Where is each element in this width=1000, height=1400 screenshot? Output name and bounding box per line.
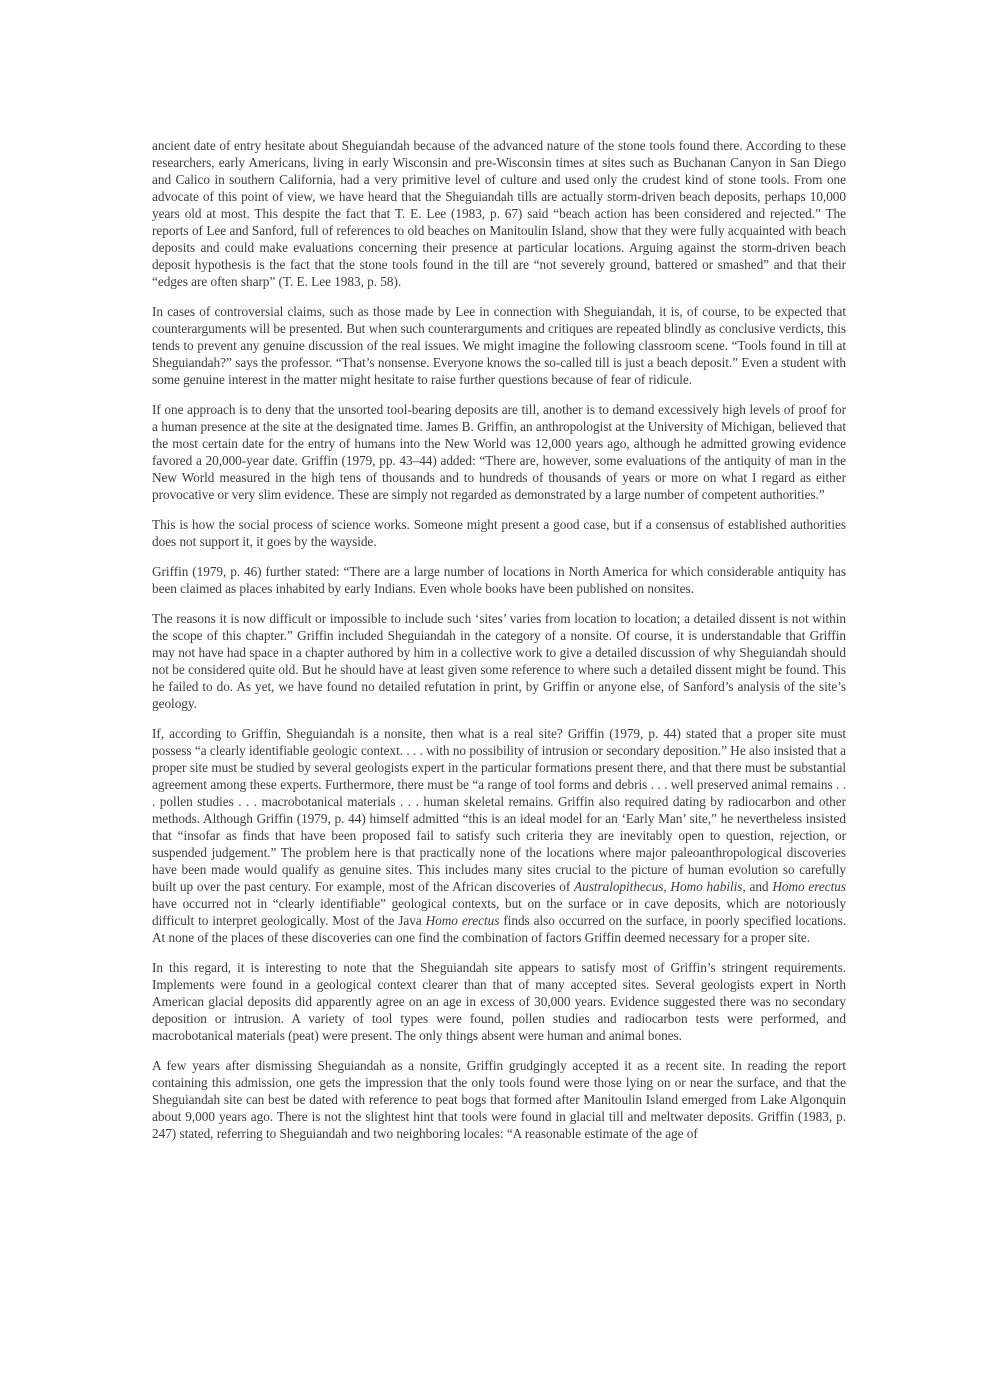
text-segment: A few years after dismissing Sheguiandah as a nonsite, Griffin grudgingly accepted it as a recent site. In reading the report containing this admission, one gets the impression that the only tools found were those lying on or near the surface, and that the Sheguiandah site can best be dated with reference to peat bogs that formed after Manitoulin Island emerged from Lake Algonquin about 9,000 years ago. There is not the slightest hint that tools were found in glacial till and meltwater deposits. Griffin (1983, p. 247) stated, referring to Sheguiandah and two neighboring locales: “A reasonable estimate of the age of bbox=[152, 1058, 846, 1141]
paragraph bbox=[152, 303, 846, 388]
paragraph bbox=[152, 137, 846, 290]
text-segment: and bbox=[745, 879, 773, 894]
text-segment: ancient date of entry hesitate about Sheguiandah because of the advanced nature of the stone tools found there. According to these researchers, early Americans, living in early Wisconsin and pre-Wisconsin times at sites such as Buchanan Canyon in San Diego and Calico in southern California, had a very primitive level of culture and used only the crudest kind of stone tools. From one advocate of this point of view, we have heard that the Sheguiandah tills are actually storm-driven beach deposits, perhaps 10,000 years old at most. This despite the fact that T. E. Lee (1983, p. 67) said “beach action has been considered and rejected.” The reports of Lee and Sanford, full of references to old beaches on Manitoulin Island, show that they were fully acquainted with beach deposits and could make evaluations concerning their presence at particular locations. Arguing against the storm-driven beach deposit hypothesis is the fact that the stone tools found in the till are “not severely ground, battered or smashed” and that their “edges are often sharp” (T. E. Lee 1983, p. 58). bbox=[152, 138, 846, 289]
text-segment: This is how the social process of science works. Someone might present a good case, but if a consensus of established authorities does not support it, it goes by the wayside. bbox=[152, 517, 846, 549]
text-segment: finds also occurred on the surface, in poorly specified locations. At none of the places of these discoveries can one find the combination of factors Griffin deemed necessary for a proper site. bbox=[152, 913, 846, 945]
paragraph bbox=[152, 610, 846, 712]
paragraph bbox=[152, 563, 846, 597]
paragraph bbox=[152, 516, 846, 550]
italic-text-segment: Australopithecus, Homo habilis, bbox=[574, 879, 746, 894]
paragraph bbox=[152, 401, 846, 503]
paragraph bbox=[152, 1057, 846, 1142]
italic-text-segment: Homo erectus bbox=[425, 913, 500, 928]
text-segment: have occurred not in “clearly identifiable” geological contexts, but on the surface or in cave deposits, which are notoriously difficult to interpret geologically. Most of the Java bbox=[152, 896, 846, 928]
text-segment: If one approach is to deny that the unsorted tool-bearing deposits are till, another is to demand excessively high levels of proof for a human presence at the site at the designated time. James B. Griffin, an anthropologist at the University of Michigan, believed that the most certain date for the entry of humans into the New World was 12,000 years ago, although he admitted growing evidence favored a 20,000-year date. Griffin (1979, pp. 43–44) added: “There are, however, some evaluations of the antiquity of man in the New World measured in the high tens of thousands and to hundreds of thousands of years or more on what I regard as either provocative or very slim evidence. These are simply not regarded as demonstrated by a large number of competent authorities.” bbox=[152, 402, 846, 502]
text-segment: If, according to Griffin, Sheguiandah is a nonsite, then what is a real site? Griffin (1979, p. 44) stated that a proper site must possess “a clearly identifiable geologic context. . . . with no possibility of intrusion or secondary deposition.” He also insisted that a proper site must be studied by several geologists expert in the particular formations present there, and that there must be substantial agreement among these experts. Furthermore, there must be “a range of tool forms and debris . . . well preserved animal remains . . . pollen studies . . . macrobotanical materials . . . human skeletal remains. Griffin also required dating by radiocarbon and other methods. Although Griffin (1979, p. 44) himself admitted “this is an ideal model for an ‘Early Man’ site,” he nevertheless insisted that “insofar as finds that have been proposed fail to satisfy such criteria they are inevitably open to question, rejection, or suspended judgement.” The problem here is that practically none of the locations where major paleoanthropological discoveries have been made would qualify as genuine sites. This includes many sites crucial to the picture of human evolution so carefully built up over the past century. For example, most of the African discoveries of bbox=[152, 726, 846, 894]
body-text-column bbox=[152, 137, 846, 1142]
text-segment: In cases of controversial claims, such as those made by Lee in connection with Sheguiandah, it is, of course, to be expected that counterarguments will be presented. But when such counterarguments and critiques are repeated blindly as conclusive verdicts, this tends to prevent any genuine discussion of the real issues. We might imagine the following classroom scene. “Tools found in till at Sheguiandah?” says the professor. “That’s nonsense. Everyone knows the so-called till is just a beach deposit.” Even a student with some genuine interest in the matter might hesitate to raise further questions because of fear of ridicule. bbox=[152, 304, 846, 387]
paragraph bbox=[152, 725, 846, 946]
text-segment: In this regard, it is interesting to note that the Sheguiandah site appears to satisfy most of Griffin’s stringent requirements. Implements were found in a geological context clearer than that of many accepted sites. Several geologists expert in North American glacial deposits did apparently agree on an age in excess of 30,000 years. Evidence suggested there was no secondary deposition or intrusion. A variety of tool types were found, pollen studies and radiocarbon tests were performed, and macrobotanical materials (peat) were present. The only things absent were human and animal bones. bbox=[152, 960, 846, 1043]
text-segment: Griffin (1979, p. 46) further stated: “There are a large number of locations in North America for which considerable antiquity has been claimed as places inhabited by early Indians. Even whole books have been published on nonsites. bbox=[152, 564, 846, 596]
italic-text-segment: Homo erectus bbox=[772, 879, 846, 894]
text-segment: The reasons it is now difficult or impossible to include such ‘sites’ varies from location to location; a detailed dissent is not within the scope of this chapter.” Griffin included Sheguiandah in the category of a nonsite. Of course, it is understandable that Griffin may not have had space in a chapter authored by him in a collective work to give a detailed discussion of why Sheguiandah should not be considered quite old. But he should have at least given some reference to where such a detailed dissent might be found. This he failed to do. As yet, we have found no detailed refutation in print, by Griffin or anyone else, of Sanford’s analysis of the site’s geology. bbox=[152, 611, 846, 711]
paragraph bbox=[152, 959, 846, 1044]
